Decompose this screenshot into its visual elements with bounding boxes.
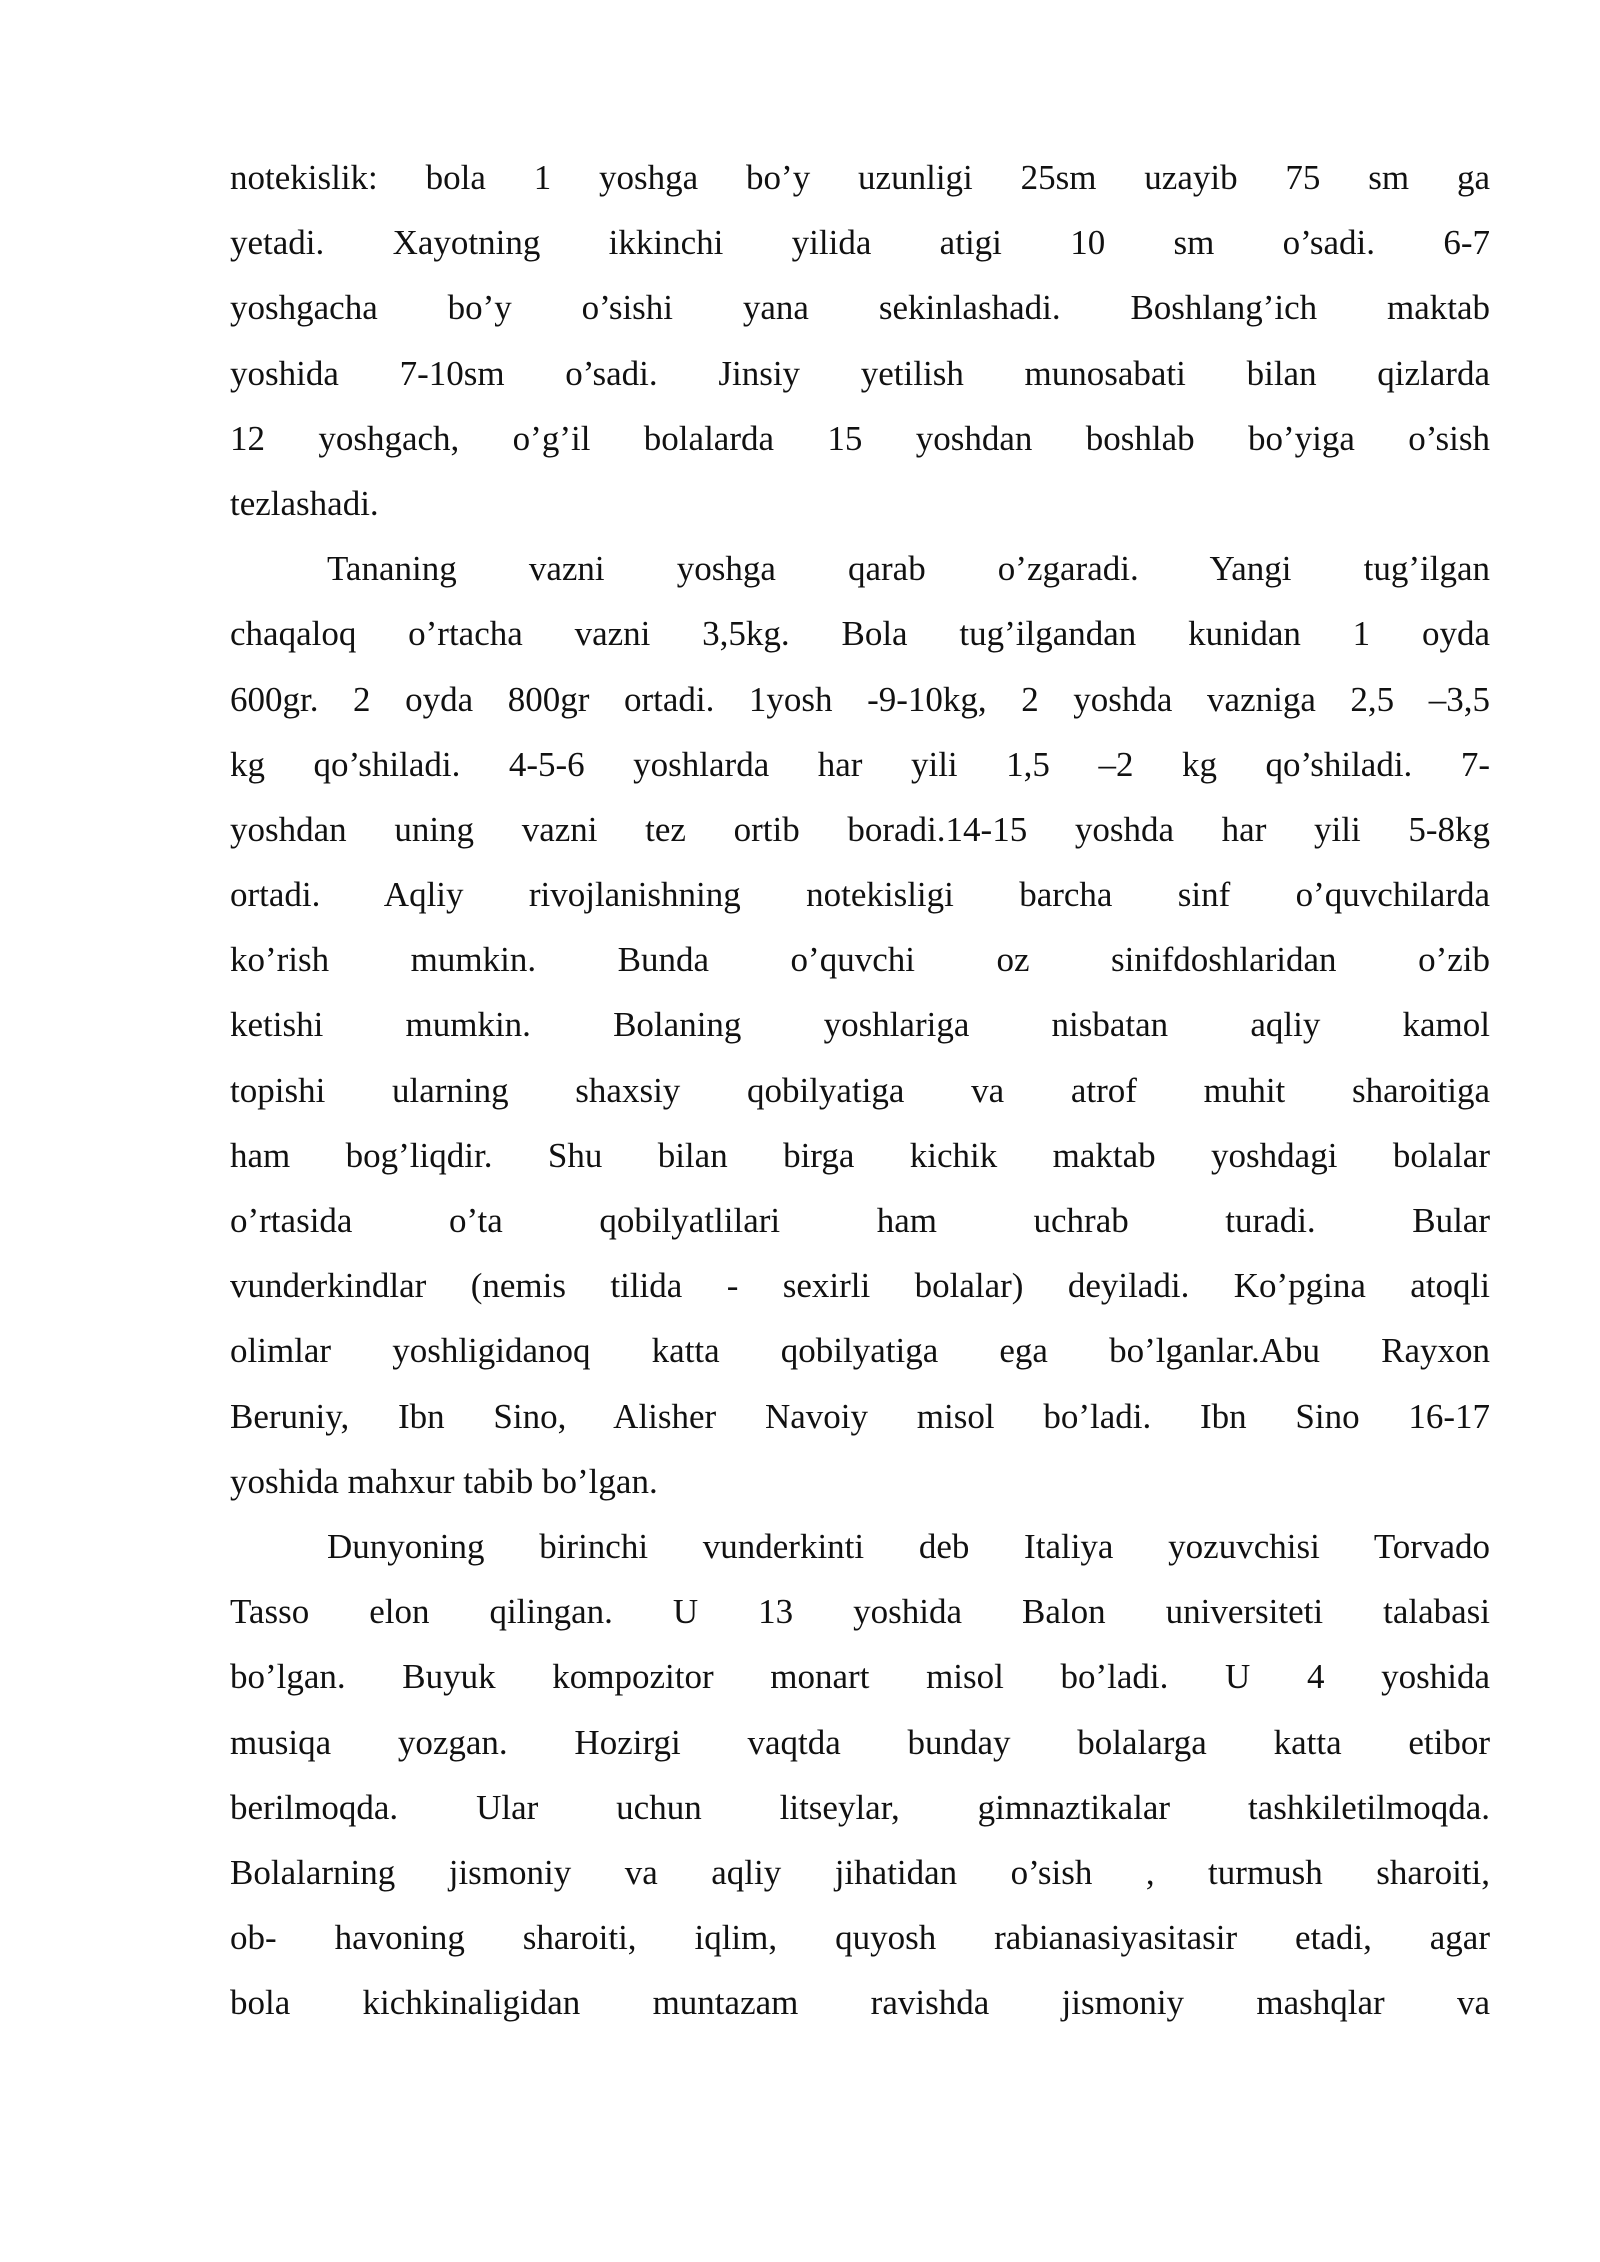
text-line: Tananing vazni yoshga qarab o’zgaradi. Yangi tug’ilgan [327, 549, 1490, 589]
text-line: bola kichkinaligidan muntazam ravishda jismoniy mashqlar va [230, 1983, 1490, 2023]
text-line: vunderkindlar (nemis tilida - sexirli bolalar) deyiladi. Ko’pgina atoqli [230, 1266, 1490, 1306]
text-line: Dunyoning birinchi vunderkinti deb Italiya yozuvchisi Torvado [327, 1526, 1490, 1566]
text-line: ham bog’liqdir. Shu bilan birga kichik maktab yoshdagi bolalar [230, 1135, 1490, 1175]
paragraph-2 [230, 536, 1490, 1514]
text-line: ketishi mumkin. Bolaning yoshlariga nisbatan aqliy kamol [230, 1005, 1490, 1045]
text-line: yetadi. Xayotning ikkinchi yilida atigi 10 sm o’sadi. 6-7 [230, 223, 1490, 263]
text-line: ob- havoning sharoiti, iqlim, quyosh rabianasiyasitasir etadi, agar [230, 1918, 1490, 1958]
text-line: yoshida mahxur tabib bo’lgan. [230, 1461, 658, 1501]
text-line: chaqaloq o’rtacha vazni 3,5kg. Bola tug’ilgandan kunidan 1 oyda [230, 614, 1490, 654]
text-line: ko’rish mumkin. Bunda o’quvchi oz sinifdoshlaridan o’zib [230, 940, 1490, 980]
text-line: yoshida 7-10sm o’sadi. Jinsiy yetilish munosabati bilan qizlarda [230, 353, 1490, 393]
text-line: tezlashadi. [230, 483, 379, 523]
text-line: kg qo’shiladi. 4-5-6 yoshlarda har yili 1,5 –2 kg qo’shiladi. 7- [230, 744, 1490, 784]
text-line: musiqa yozgan. Hozirgi vaqtda bunday bolalarga katta etibor [230, 1722, 1490, 1762]
text-line: berilmoqda. Ular uchun litseylar, gimnaztikalar tashkiletilmoqda. [230, 1787, 1490, 1827]
document-page [230, 145, 1490, 2035]
text-line: bo’lgan. Buyuk kompozitor monart misol bo’ladi. U 4 yoshida [230, 1657, 1490, 1697]
text-line: 12 yoshgach, o’g’il bolalarda 15 yoshdan boshlab bo’yiga o’sish [230, 418, 1490, 458]
text-line: olimlar yoshligidanoq katta qobilyatiga ega bo’lganlar.Abu Rayxon [230, 1331, 1490, 1371]
text-line: topishi ularning shaxsiy qobilyatiga va atrof muhit sharoitiga [230, 1070, 1490, 1110]
text-line: Bolalarning jismoniy va aqliy jihatidan o’sish , turmush sharoiti, [230, 1852, 1490, 1892]
text-line: Beruniy, Ibn Sino, Alisher Navoiy misol bo’ladi. Ibn Sino 16-17 [230, 1396, 1490, 1436]
paragraph-1 [230, 145, 1490, 536]
text-line: notekislik: bola 1 yoshga bo’y uzunligi 25sm uzayib 75 sm ga [230, 158, 1490, 197]
text-line: yoshdan uning vazni tez ortib boradi.14-15 yoshda har yili 5-8kg [230, 809, 1490, 849]
text-line: Tasso elon qilingan. U 13 yoshida Balon universiteti talabasi [230, 1592, 1490, 1632]
text-line: ortadi. Aqliy rivojlanishning notekisligi barcha sinf o’quvchilarda [230, 875, 1490, 915]
text-line: 600gr. 2 oyda 800gr ortadi. 1yosh -9-10kg, 2 yoshda vazniga 2,5 –3,5 [230, 679, 1490, 719]
text-line: o’rtasida o’ta qobilyatlilari ham uchrab turadi. Bular [230, 1201, 1490, 1240]
text-line: yoshgacha bo’y o’sishi yana sekinlashadi. Boshlang’ich maktab [230, 288, 1490, 328]
paragraph-3 [230, 1514, 1490, 2036]
